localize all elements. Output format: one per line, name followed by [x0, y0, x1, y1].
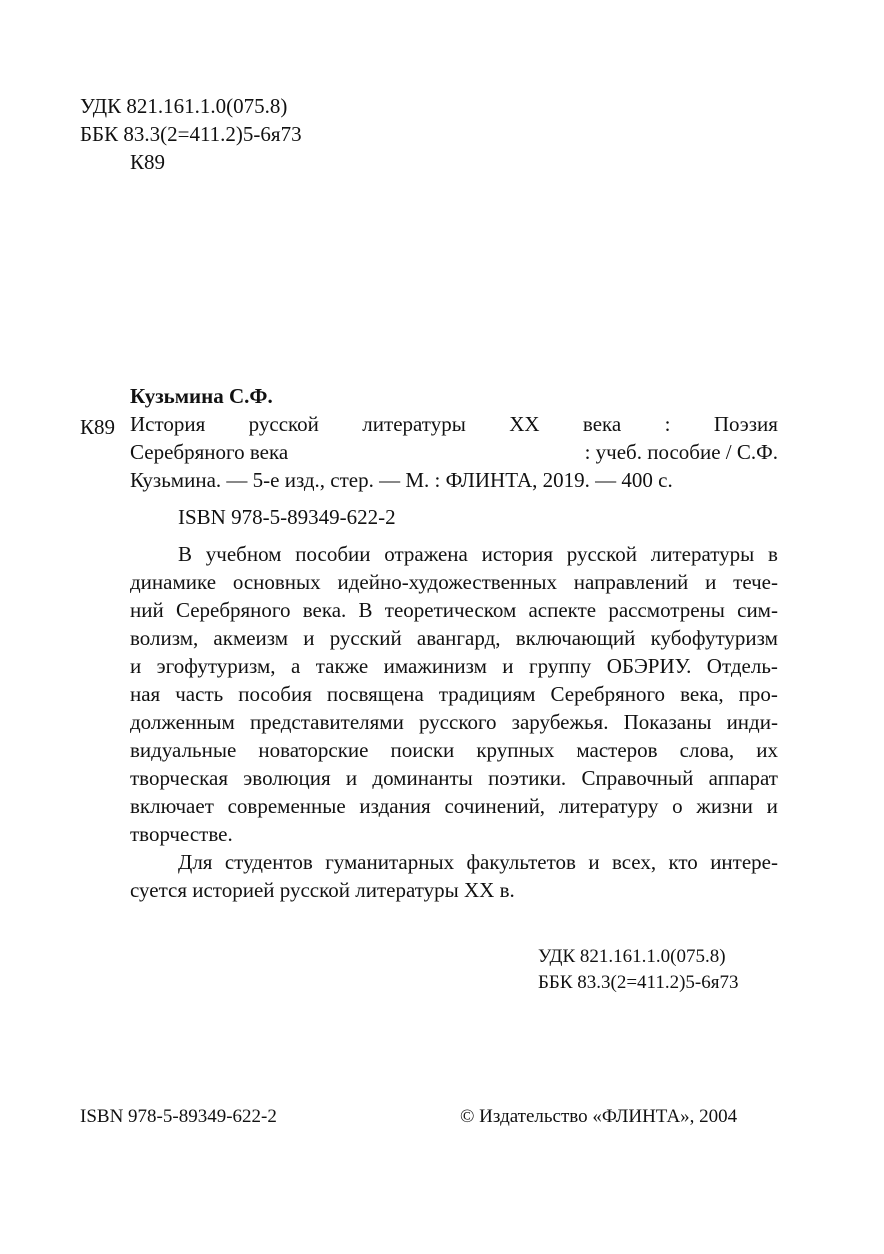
abstract-word: и — [345, 766, 358, 790]
abstract-word: слова, — [679, 738, 735, 762]
abstract-word: а — [290, 654, 301, 678]
abstract-line — [130, 652, 778, 680]
abstract-word: сочинений, — [444, 794, 546, 818]
bib-word: века — [582, 412, 622, 436]
abstract-word: аспекте — [528, 598, 597, 622]
bib-word: Поэзия — [713, 412, 778, 436]
isbn-footer: ISBN 978-5-89349-622-2 — [80, 1106, 277, 1127]
abstract-word: о — [672, 794, 683, 818]
isbn-main: ISBN 978-5-89349-622-2 — [178, 505, 396, 529]
bib-segment: : учеб. пособие / С.Ф. — [584, 440, 778, 464]
abstract-word: видуальные — [130, 738, 237, 762]
bib-word: XX — [509, 412, 540, 436]
abstract-word: русский — [329, 626, 402, 650]
bibliography-line-1 — [130, 411, 778, 437]
abstract-word: В — [178, 542, 193, 566]
abstract-word: крупных — [476, 738, 555, 762]
abstract-word: Показаны — [623, 710, 712, 734]
abstract-word: пособия — [238, 682, 312, 706]
abstract-word: В — [358, 598, 373, 622]
abstract-word: Серебряного — [175, 598, 291, 622]
abstract-word: направлений — [573, 570, 689, 594]
abstract-word: традициям — [438, 682, 536, 706]
abstract-line-text: суется историей русской литературы XX в. — [130, 878, 515, 902]
abstract-word: представителями — [249, 710, 404, 734]
abstract-word: издания — [359, 794, 431, 818]
abstract-word: кубофутуризм — [650, 626, 778, 650]
abstract — [130, 540, 778, 904]
abstract-word: литературу — [558, 794, 659, 818]
abstract-word: идейно-художественных — [337, 570, 557, 594]
abstract-word: жизни — [696, 794, 753, 818]
abstract-line — [130, 792, 778, 820]
abstract-word: включающий — [515, 626, 636, 650]
abstract-word: русской — [566, 542, 637, 566]
abstract-word: и — [766, 794, 778, 818]
bib-word: : — [664, 412, 671, 436]
udk-code-top: УДК 821.161.1.0(075.8) — [80, 94, 288, 118]
abstract-word: акмеизм — [213, 626, 289, 650]
abstract-word: сим- — [737, 598, 778, 622]
abstract-line — [130, 624, 778, 652]
abstract-word: новаторские — [258, 738, 369, 762]
bbk-code-bottom: ББК 83.3(2=411.2)5-6я73 — [538, 972, 739, 993]
abstract-word: история — [481, 542, 553, 566]
abstract-word: Серебряного — [550, 682, 666, 706]
abstract-word: рассмотрены — [608, 598, 725, 622]
abstract-word: века, — [680, 682, 724, 706]
copyright-notice: © Издательство «ФЛИНТА», 2004 — [460, 1106, 738, 1127]
abstract-word: инди- — [726, 710, 778, 734]
abstract-word: волизм, — [130, 626, 199, 650]
bibliography-line-2 — [130, 439, 778, 465]
abstract-word: факультетов — [466, 850, 576, 874]
abstract-word: ОБЭРИУ. — [606, 654, 692, 678]
abstract-word: имажинизм — [383, 654, 487, 678]
bib-word: литературы — [362, 412, 466, 436]
abstract-line — [130, 848, 778, 876]
abstract-word: века. — [302, 598, 347, 622]
author-code-top: К89 — [130, 150, 166, 174]
abstract-word: и — [705, 570, 717, 594]
abstract-line — [130, 736, 778, 764]
abstract-word: всех, — [611, 850, 657, 874]
abstract-line — [130, 568, 778, 596]
abstract-word: поиски — [390, 738, 455, 762]
abstract-word: интере- — [710, 850, 778, 874]
abstract-word: также — [315, 654, 369, 678]
abstract-word: теоретическом — [384, 598, 517, 622]
abstract-word: зарубежья. — [511, 710, 609, 734]
abstract-word: их — [756, 738, 778, 762]
abstract-word: отражена — [384, 542, 468, 566]
bibliography-line-3: Кузьмина. — 5-е изд., стер. — М. : ФЛИНТА, 2019. — 400 с. — [130, 468, 673, 492]
abstract-word: эволюция — [243, 766, 331, 790]
abstract-word: посвящена — [326, 682, 424, 706]
abstract-word: поэтики. — [488, 766, 567, 790]
abstract-word: и — [303, 626, 315, 650]
abstract-word: учебном — [205, 542, 282, 566]
bib-segment: Серебряного века — [130, 440, 289, 464]
abstract-word: и — [130, 654, 142, 678]
abstract-line — [130, 708, 778, 736]
abstract-word: русского — [418, 710, 497, 734]
udk-code-bottom: УДК 821.161.1.0(075.8) — [538, 946, 726, 967]
abstract-word: ная — [130, 682, 161, 706]
abstract-word: студентов — [224, 850, 313, 874]
abstract-word: творческая — [130, 766, 229, 790]
abstract-word: тече- — [733, 570, 778, 594]
abstract-word: долженным — [130, 710, 235, 734]
abstract-word: основных — [232, 570, 321, 594]
abstract-word: и — [502, 654, 514, 678]
abstract-word: Отдель- — [706, 654, 778, 678]
abstract-word: Для — [178, 850, 213, 874]
abstract-word: в — [768, 542, 778, 566]
abstract-line — [130, 596, 778, 624]
bib-word: История — [130, 412, 206, 436]
abstract-word: современные — [227, 794, 346, 818]
bib-word: русской — [248, 412, 319, 436]
abstract-line — [130, 876, 778, 904]
abstract-word: кто — [668, 850, 698, 874]
abstract-word: литературы — [650, 542, 755, 566]
abstract-word: часть — [175, 682, 224, 706]
abstract-word: Справочный — [581, 766, 694, 790]
abstract-word: включает — [130, 794, 214, 818]
abstract-word: группу — [528, 654, 592, 678]
abstract-line — [130, 680, 778, 708]
abstract-word: про- — [738, 682, 778, 706]
abstract-line — [130, 820, 778, 848]
abstract-word: доминанты — [372, 766, 473, 790]
bbk-code-top: ББК 83.3(2=411.2)5-6я73 — [80, 122, 302, 146]
abstract-word: мастеров — [576, 738, 658, 762]
abstract-word: ний — [130, 598, 164, 622]
author-code-side: К89 — [80, 415, 116, 439]
abstract-word: эгофутуризм, — [156, 654, 276, 678]
abstract-line — [130, 764, 778, 792]
abstract-word: авангард, — [416, 626, 501, 650]
abstract-word: гуманитарных — [325, 850, 455, 874]
abstract-line-text: творчестве. — [130, 822, 233, 846]
abstract-line — [130, 540, 778, 568]
abstract-word: динамике — [130, 570, 217, 594]
abstract-word: аппарат — [708, 766, 778, 790]
author-name: Кузьмина С.Ф. — [130, 384, 273, 408]
abstract-word: пособии — [295, 542, 371, 566]
abstract-word: и — [588, 850, 600, 874]
